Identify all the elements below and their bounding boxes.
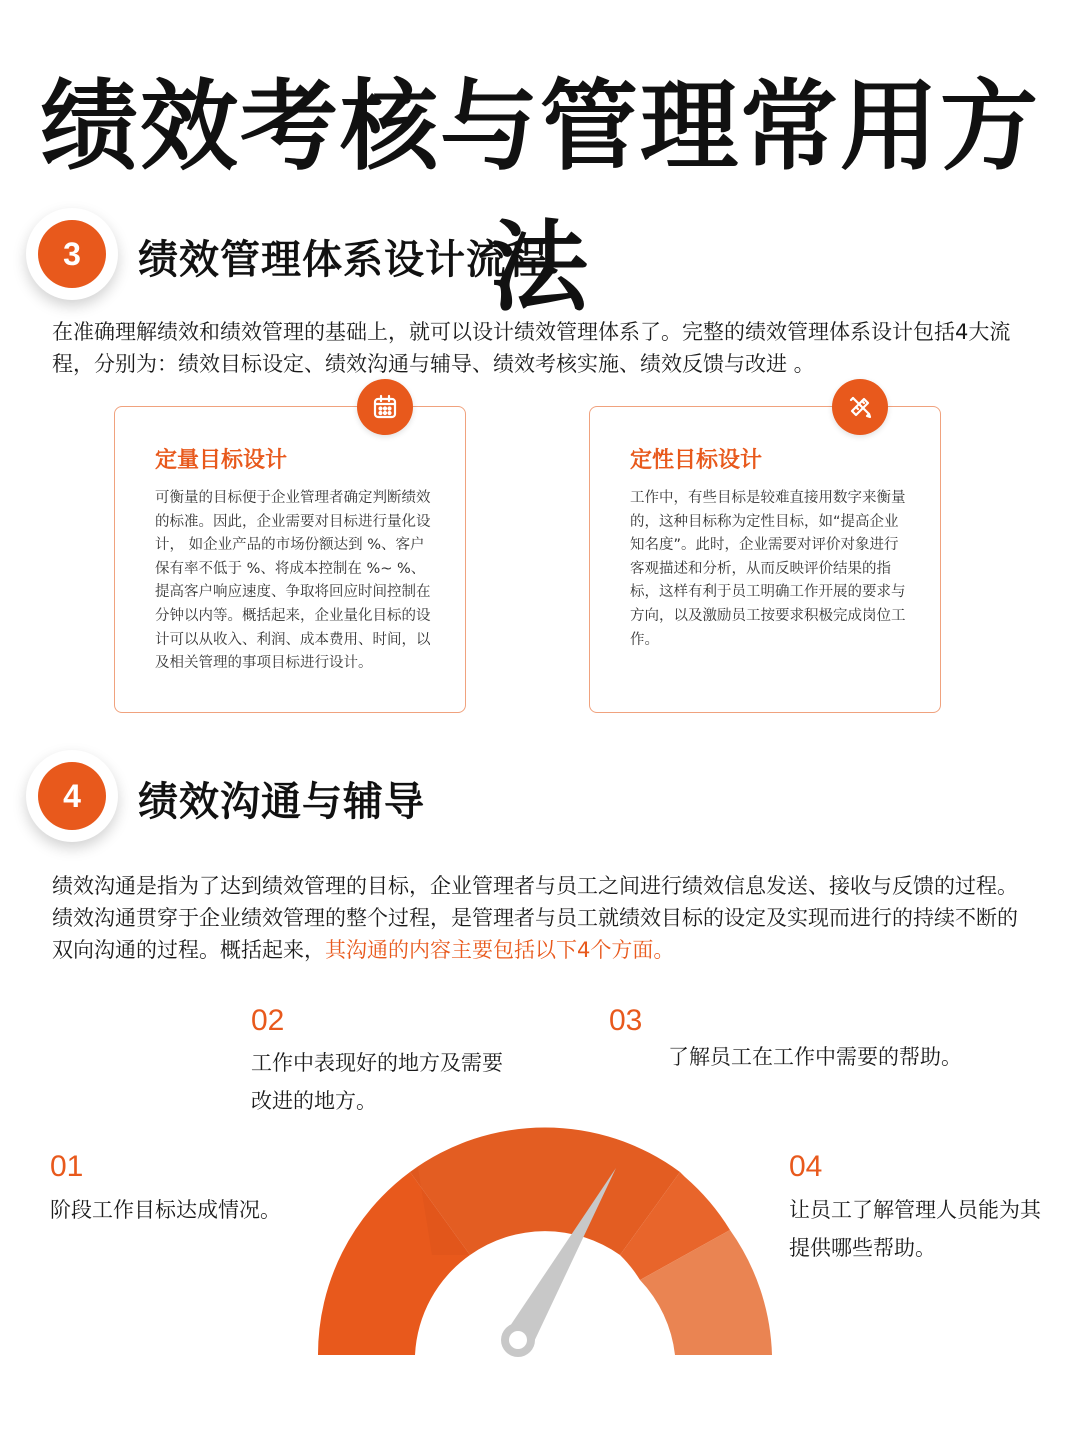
- aspect-04-text-line1: 让员工了解管理人员能为其: [789, 1198, 1041, 1222]
- aspect-01-number: 01: [50, 1150, 84, 1183]
- section-4-title: 绩效沟通与辅导: [138, 779, 425, 825]
- gauge-needle-hub-inner: [509, 1331, 527, 1349]
- aspect-04-text-line2: 提供哪些帮助。: [789, 1236, 936, 1260]
- aspect-01-text: 阶段工作目标达成情况。: [50, 1198, 281, 1222]
- gauge-graphic: [300, 1120, 790, 1370]
- section-4-intro: [52, 870, 1032, 966]
- aspect-02-number: 02: [251, 1004, 285, 1037]
- qualitative-goal-card: [589, 406, 941, 713]
- qualitative-card-title: 定性目标设计: [630, 448, 763, 473]
- aspect-03-text: 了解员工在工作中需要的帮助。: [668, 1045, 962, 1069]
- section-4-number: 4: [38, 762, 106, 830]
- section-3-badge: [26, 208, 118, 300]
- quantitative-card-title: 定量目标设计: [155, 448, 288, 473]
- section-3-title: 绩效管理体系设计流程: [138, 237, 548, 283]
- aspect-02-text-line2: 改进的地方。: [251, 1089, 377, 1113]
- section-4-intro-highlight: 其沟通的内容主要包括以下4个方面。: [325, 938, 675, 962]
- section-3-intro: 在准确理解绩效和绩效管理的基础上，就可以设计绩效管理体系了。完整的绩效管理体系设计包括4大流程，分别为：绩效目标设定、绩效沟通与辅导、绩效考核实施、绩效反馈与改进 。: [52, 320, 1011, 376]
- calendar-icon: [357, 379, 413, 435]
- section-4-intro-text: 绩效沟通是指为了达到绩效管理的目标，企业管理者与员工之间进行绩效信息发送、接收与反馈的过程。绩效沟通贯穿于企业绩效管理的整个过程，是管理者与员工就绩效目标的设定及实现而进行的持续不断的双向沟通的过程。概括起来，: [52, 874, 1018, 962]
- aspect-02-text-line1: 工作中表现好的地方及需要: [251, 1051, 503, 1075]
- aspect-04-number: 04: [789, 1150, 823, 1183]
- qualitative-card-body: 工作中，有些目标是较难直接用数字来衡量的，这种目标称为定性目标，如“提高企业知名度”。此时，企业需要对评价对象进行客观描述和分析，从而反映评价结果的指标，这样有利于员工明确工作开展的要求与方向，以及激励员工按要求积极完成岗位工作。: [630, 490, 906, 648]
- section-3-number: 3: [38, 220, 106, 288]
- quantitative-goal-card: [114, 406, 466, 713]
- pencil-ruler-icon: [832, 379, 888, 435]
- aspect-03-number: 03: [609, 1004, 643, 1037]
- quantitative-card-body: 可衡量的目标便于企业管理者确定判断绩效的标准。因此，企业需要对目标进行量化设计， 如企业产品的市场份额达到 %、客户保有率不低于 %、将成本控制在 %~ %、 提高客户响应速度、争取将回应时间控制在 分钟以内等。概括起来，企业量化目标的设计可以从收入、利润、成本费用、时间，以及相关管理的事项目标进行设计。: [155, 490, 431, 672]
- page-title: 绩效考核与管理常用方法: [39, 70, 1040, 325]
- section-4-badge: [26, 750, 118, 842]
